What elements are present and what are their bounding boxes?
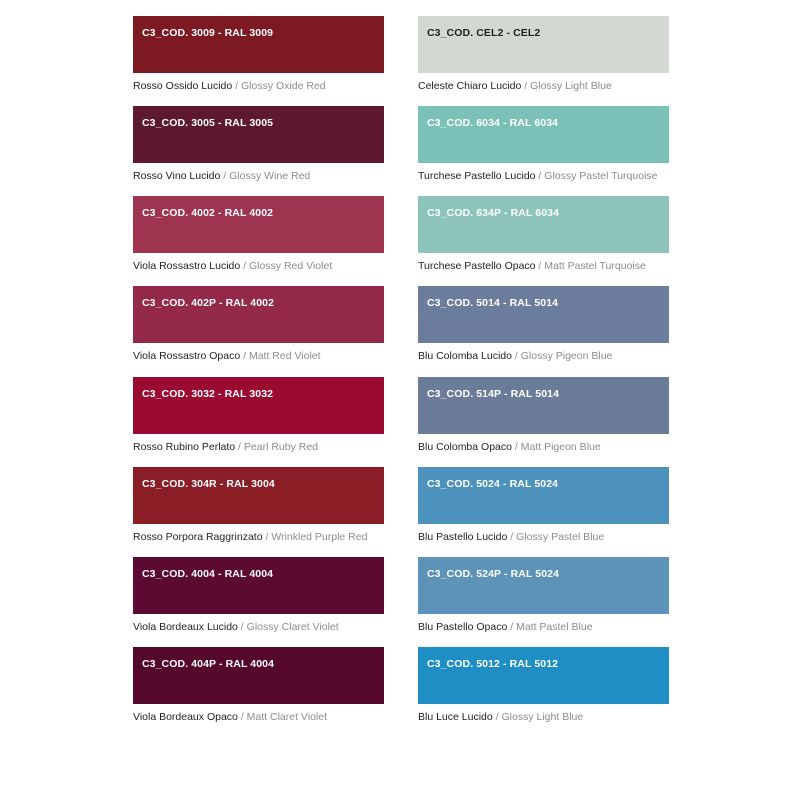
swatch-block	[418, 16, 669, 93]
swatch-name-it: Rosso Ossido Lucido	[133, 80, 233, 92]
swatch-caption	[133, 711, 384, 724]
swatch-name-it: Blu Colomba Opaco	[418, 440, 512, 453]
swatch-name-it: Rosso Vino Lucido	[133, 170, 221, 183]
swatch-block	[418, 106, 669, 183]
swatch-name-en: Wrinkled Purple Red	[271, 530, 368, 543]
caption-separator: /	[511, 440, 521, 453]
color-swatch[interactable]	[418, 557, 669, 614]
swatch-caption	[418, 621, 669, 634]
swatch-block	[133, 377, 384, 454]
swatch-name-en: Glossy Pigeon Blue	[520, 350, 613, 363]
color-swatch[interactable]	[133, 467, 384, 524]
swatch-caption	[418, 170, 669, 183]
caption-separator: /	[235, 440, 244, 453]
color-swatch[interactable]	[418, 647, 669, 704]
color-swatch[interactable]	[418, 196, 669, 253]
swatch-name-en: Matt Pigeon Blue	[520, 440, 601, 453]
caption-separator: /	[240, 350, 249, 363]
swatch-name-en: Glossy Claret Violet	[246, 620, 339, 633]
swatch-block	[133, 286, 384, 363]
caption-separator: /	[220, 170, 230, 183]
swatch-name-en: Glossy Light Blue	[501, 710, 584, 723]
swatch-block	[133, 557, 384, 634]
left-column	[133, 16, 384, 737]
caption-separator: /	[507, 620, 517, 633]
swatch-caption	[418, 441, 669, 454]
swatch-caption	[133, 441, 384, 454]
swatch-name-en: Glossy Pastel Blue	[516, 530, 605, 543]
swatch-code-label: C3_COD. 402P - RAL 4002	[142, 297, 275, 310]
caption-separator: /	[240, 260, 249, 273]
swatch-code-label: C3_COD. 304R - RAL 3004	[142, 477, 275, 490]
swatch-caption	[418, 80, 669, 93]
swatch-name-it: Turchese Pastello Lucido	[418, 170, 536, 183]
swatch-caption	[418, 260, 669, 273]
swatch-name-en: Glossy Oxide Red	[240, 80, 326, 92]
color-swatch[interactable]	[133, 647, 384, 704]
swatch-code-label: C3_COD. 404P - RAL 4004	[142, 657, 275, 670]
caption-separator: /	[237, 710, 247, 723]
swatch-block	[133, 106, 384, 183]
color-swatch[interactable]	[418, 467, 669, 524]
swatch-name-en: Matt Pastel Turquoise	[544, 260, 646, 273]
swatch-block	[133, 196, 384, 273]
swatch-code-label: C3_COD. 6034 - RAL 6034	[427, 117, 559, 130]
swatch-code-label: C3_COD. 514P - RAL 5014	[427, 387, 560, 400]
caption-separator: /	[511, 350, 521, 363]
swatch-block	[133, 467, 384, 544]
swatch-name-it: Viola Bordeaux Lucido	[133, 620, 238, 633]
swatch-block	[133, 647, 384, 724]
swatch-name-it: Viola Rossastro Opaco	[133, 350, 241, 363]
swatch-block	[133, 16, 384, 93]
swatch-name-en: Matt Pastel Blue	[516, 620, 593, 633]
swatch-code-label: C3_COD. 524P - RAL 5024	[427, 567, 560, 580]
color-swatch[interactable]	[133, 286, 384, 343]
swatch-name-en: Pearl Ruby Red	[243, 440, 319, 453]
swatch-name-it: Rosso Porpora Raggrinzato	[133, 530, 263, 543]
swatch-code-label: C3_COD. 5014 - RAL 5014	[427, 297, 559, 310]
swatch-name-it: Rosso Rubino Perlato	[133, 440, 236, 453]
color-swatch[interactable]	[133, 377, 384, 434]
swatch-code-label: C3_COD. CEL2 - CEL2	[427, 27, 541, 39]
swatch-code-label: C3_COD. 3032 - RAL 3032	[142, 387, 274, 400]
caption-separator: /	[507, 530, 517, 543]
swatch-name-en: Glossy Pastel Turquoise	[544, 170, 658, 183]
right-column	[418, 16, 669, 737]
swatch-caption	[133, 170, 384, 183]
swatch-block	[418, 286, 669, 363]
swatch-caption	[418, 711, 669, 724]
color-swatch[interactable]	[418, 16, 669, 73]
swatch-caption	[418, 531, 669, 544]
swatch-code-label: C3_COD. 5024 - RAL 5024	[427, 477, 559, 490]
swatch-name-it: Celeste Chiaro Lucido	[418, 80, 522, 92]
swatch-block	[418, 377, 669, 454]
swatch-name-en: Glossy Wine Red	[229, 170, 311, 183]
swatch-caption	[418, 350, 669, 363]
swatch-code-label: C3_COD. 4004 - RAL 4004	[142, 567, 274, 580]
swatch-block	[418, 467, 669, 544]
color-swatch[interactable]	[418, 377, 669, 434]
swatch-name-en: Glossy Red Violet	[248, 260, 333, 273]
swatch-block	[418, 557, 669, 634]
caption-separator: /	[521, 80, 531, 92]
swatch-name-it: Blu Pastello Lucido	[418, 530, 508, 543]
swatch-name-it: Viola Bordeaux Opaco	[133, 710, 238, 723]
swatch-name-en: Matt Red Violet	[248, 350, 321, 363]
caption-separator: /	[535, 260, 545, 273]
swatch-block	[418, 647, 669, 724]
swatch-caption	[133, 621, 384, 634]
swatch-code-label: C3_COD. 3009 - RAL 3009	[142, 27, 274, 39]
caption-separator: /	[262, 530, 272, 543]
caption-separator: /	[535, 170, 545, 183]
caption-separator: /	[237, 620, 247, 633]
caption-separator: /	[232, 80, 241, 92]
swatch-code-label: C3_COD. 3005 - RAL 3005	[142, 117, 274, 130]
swatch-block	[418, 196, 669, 273]
color-swatch[interactable]	[418, 106, 669, 163]
swatch-name-it: Viola Rossastro Lucido	[133, 260, 241, 273]
swatch-name-it: Blu Luce Lucido	[418, 710, 493, 723]
color-swatch[interactable]	[133, 16, 384, 73]
swatch-name-en: Glossy Light Blue	[530, 80, 612, 92]
swatch-code-label: C3_COD. 5012 - RAL 5012	[427, 657, 559, 670]
swatch-caption	[133, 350, 384, 363]
swatch-caption	[133, 80, 384, 93]
color-swatch[interactable]	[133, 557, 384, 614]
color-swatch[interactable]	[133, 106, 384, 163]
color-swatch[interactable]	[133, 196, 384, 253]
swatch-name-it: Turchese Pastello Opaco	[418, 260, 536, 273]
swatch-name-en: Matt Claret Violet	[246, 710, 327, 723]
swatch-caption	[133, 531, 384, 544]
swatch-code-label: C3_COD. 634P - RAL 6034	[427, 207, 560, 220]
color-swatch[interactable]	[418, 286, 669, 343]
swatch-name-it: Blu Colomba Lucido	[418, 350, 512, 363]
swatch-caption	[133, 260, 384, 273]
swatch-code-label: C3_COD. 4002 - RAL 4002	[142, 207, 274, 220]
swatch-name-it: Blu Pastello Opaco	[418, 620, 508, 633]
caption-separator: /	[492, 710, 502, 723]
